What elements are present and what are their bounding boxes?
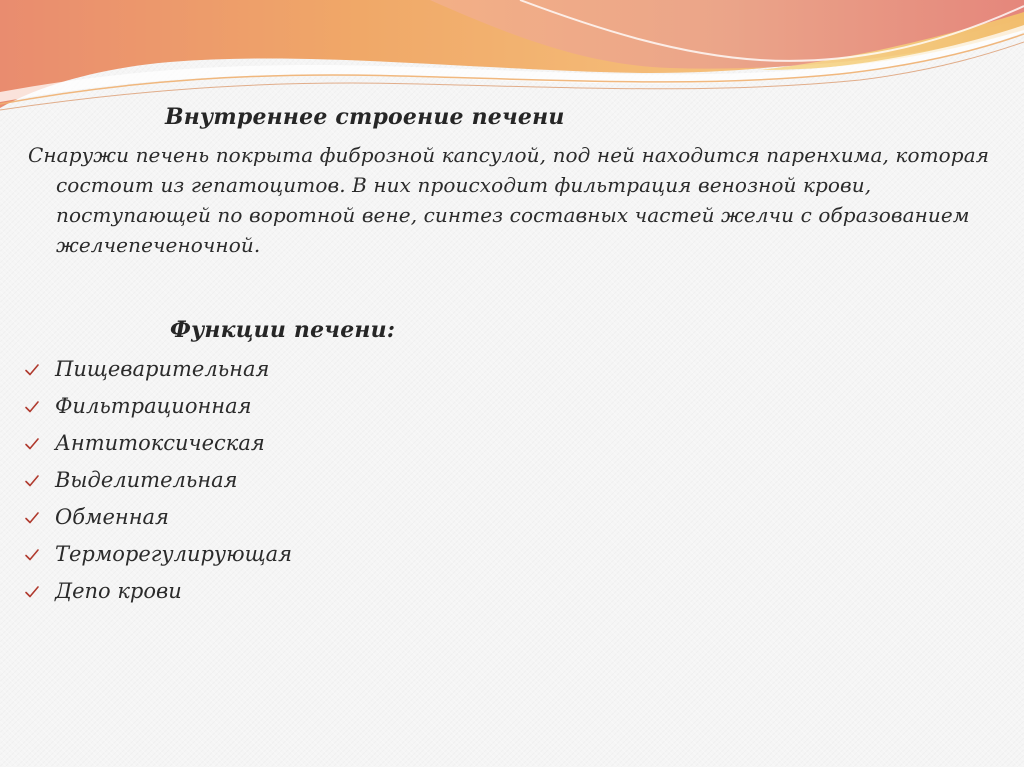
list-item	[24, 350, 292, 387]
structure-paragraph: Снаружи печень покрыта фиброзной капсулой, под ней находится паренхима, которая состоит из гепатоцитов. В них происходит фильтрация венозной крови, поступающей по воротной вене, синтез составных частей желчи с образованием желчепеченочной.	[28, 143, 990, 257]
list-item	[24, 572, 292, 609]
check-icon	[24, 584, 40, 600]
list-item-label: Выделительная	[55, 467, 238, 492]
list-item	[24, 387, 292, 424]
list-item-label: Фильтрационная	[55, 393, 252, 418]
functions-list	[24, 350, 292, 609]
check-icon	[24, 547, 40, 563]
list-item	[24, 424, 292, 461]
section-title-functions: Функции печени:	[170, 317, 396, 343]
list-item-label: Антитоксическая	[55, 430, 265, 455]
list-item-label: Депо крови	[55, 578, 182, 603]
check-icon	[24, 362, 40, 378]
check-icon	[24, 510, 40, 526]
list-item	[24, 535, 292, 572]
list-item-label: Терморегулирующая	[55, 541, 293, 566]
check-icon	[24, 399, 40, 415]
section-title-structure: Внутреннее строение печени	[165, 104, 565, 130]
list-item	[24, 498, 292, 535]
list-item-label: Пищеварительная	[55, 356, 270, 381]
list-item	[24, 461, 292, 498]
list-item-label: Обменная	[55, 504, 169, 529]
check-icon	[24, 473, 40, 489]
check-icon	[24, 436, 40, 452]
